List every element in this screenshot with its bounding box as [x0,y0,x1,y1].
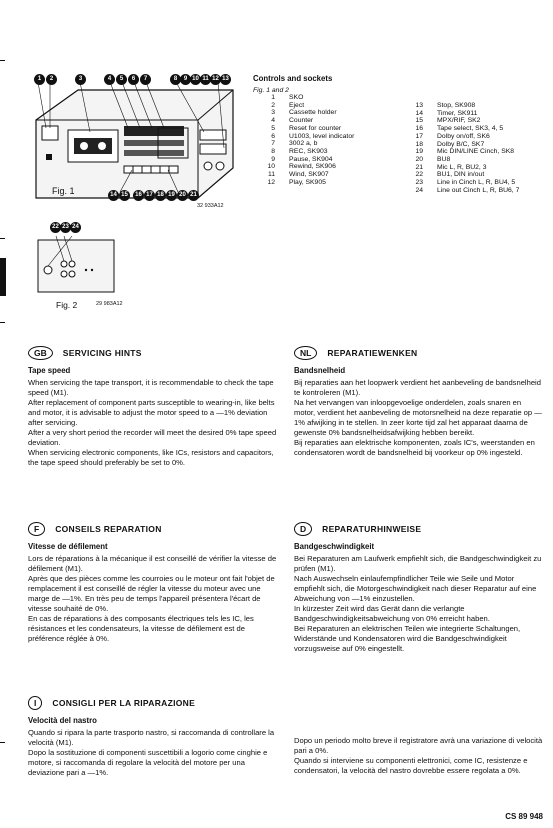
legend-item: 18 Dolby B/C, SK7 [415,140,485,148]
language-badge: D [294,522,312,536]
paragraph: Dopo la sostituzione di componenti suscettibili a logorio come cinghie e motore, si raccomanda di regolare la velocità del motore per una deviazione pari a —1%. [28,748,268,777]
section-subhead: Bandsnelheid [294,366,346,375]
callout-2: 2 [46,74,57,85]
legend-item: 5 Reset for counter [271,124,342,132]
paragraph: Bij reparaties aan het loopwerk verdient het aanbeveling de bandsnelheid te kontroleren (M1). [294,378,541,397]
fig1-label: Fig. 1 [52,186,75,196]
callout-23: 23 [60,222,71,233]
legend-item: 3 Cassette holder [271,109,337,117]
margin-bar [0,258,6,296]
callout-4: 4 [104,74,115,85]
legend-item: 9 Pause, SK904 [271,155,333,163]
legend-item: 17 Dolby on/off, SK6 [415,132,490,140]
margin-mark [0,742,5,743]
callout-3: 3 [75,74,86,85]
legend-item: 2 Eject [271,101,305,109]
legend-item: 15 MPX/RIF, SK2 [415,117,481,125]
fig2-label: Fig. 2 [56,300,78,310]
legend-item: 21 Mic L, R, BU2, 3 [415,163,487,171]
document-code: CS 89 948 [505,812,543,821]
callout-24: 24 [70,222,81,233]
legend-item: 1 SKO [271,94,304,101]
callout-11: 11 [200,74,211,85]
section-header [28,346,278,360]
legend-item: 24 Line out Cinch L, R, BU6, 7 [415,186,520,194]
legend-item: 10 Rewind, SK906 [267,163,336,171]
section-header [28,522,278,536]
section-subhead: Bandgeschwindigkeit [294,542,375,551]
callout-15: 15 [119,190,130,201]
rear-panel-illustration [36,226,116,296]
callout-13: 13 [220,74,231,85]
callout-8: 8 [170,74,181,85]
language-badge: GB [28,346,53,360]
section-title: REPARATURHINWEISE [322,524,422,534]
section-subhead: Vitesse de défilement [28,542,108,551]
paragraph: Bei Reparaturen am Laufwerk empfiehlt sich, die Bandgeschwindigkeit zu prüfen (M1). [294,554,542,573]
legend-item: 19 Mic DIN/LINE Cinch, SK8 [415,148,515,156]
callout-10: 10 [190,74,201,85]
legend-item: 7 3002 a, b [271,140,318,148]
callout-9: 9 [180,74,191,85]
callout-19: 19 [166,190,177,201]
fig2-code: 29 983A12 [96,301,123,307]
section-body [28,554,278,644]
paragraph: Nach Auswechseln einlaufempfindlicher Teile wie Seile und Motor empfiehlt sich, die Motorgeschwindigkeit nach dieser Reparatur auf eine Abweichung von —1% einzustellen. [294,574,537,603]
callout-12: 12 [210,74,221,85]
section-title: CONSEILS REPARATION [55,524,162,534]
callout-22: 22 [50,222,61,233]
paragraph: In kürzester Zeit wird das Gerät dann die verlangte Bandgeschwindigkeitsabweichung von 0% erreicht haben. [294,604,490,623]
legend-col-1 [253,94,401,194]
legend-item: 16 Tape select, SK3, 4, 5 [415,125,504,133]
section-subhead: Tape speed [28,366,71,375]
callout-17: 17 [144,190,155,201]
paragraph: Lors de réparations à la mécanique il est conseillé de vérifier la vitesse de défilement (M1). [28,554,277,573]
paragraph: After replacement of component parts susceptible to wearing-in, like belts and motor, it is advisable to adjust the motor speed to a —1% deviation after servicing. [28,398,275,427]
callout-20: 20 [177,190,188,201]
fig1-code: 32 933A12 [197,203,224,209]
legend-item: 4 Counter [271,117,314,125]
margin-mark [0,238,5,239]
paragraph: After a very short period the recorder will meet the desired 0% tape speed deviation. [28,428,277,447]
legend-item: 8 REC, SK903 [271,147,328,155]
legend-item: 20 BU8 [415,155,451,163]
callout-7: 7 [140,74,151,85]
callout-1: 1 [34,74,45,85]
section-title: REPARATIEWENKEN [327,348,418,358]
section-body [294,378,544,458]
legend-item: 13 Stop, SK908 [415,102,476,109]
language-badge: NL [294,346,317,360]
paragraph: When servicing electronic components, like ICs, resistors and capacitors, the tape speed should preferably be set to 0%. [28,448,274,467]
callout-6: 6 [128,74,139,85]
legend-fig-ref: Fig. 1 and 2 [253,87,289,94]
legend-item: 14 Timer, SK911 [415,109,478,117]
section-gb [28,346,278,468]
legend-item: 12 Play, SK905 [267,178,326,186]
section-subhead: Velocità del nastro [28,716,97,725]
section-body [294,554,544,654]
section-d [294,522,544,654]
section-header [294,346,544,360]
legend-item: 6 U1003, level indicator [271,132,355,140]
margin-mark [0,322,5,323]
section-title: SERVICING HINTS [62,348,142,358]
paragraph: En cas de réparations à des composants électriques tels les IC, les résistances et les condensateurs, la vitesse de défilement est de préférence réglée à 0%. [28,614,254,643]
section-i-continued [294,736,544,776]
figure-2 [36,226,116,296]
language-badge: I [28,696,42,710]
paragraph: Quando si ripara la parte trasporto nastro, si raccomanda di controllare la velocità (M1). [28,728,275,747]
section-body [28,378,278,468]
legend-col-2 [401,102,543,194]
section-i [28,696,278,778]
callout-16: 16 [133,190,144,201]
section-f [28,522,278,644]
paragraph: Na het vervangen van inloopgevoelige onderdelen, zoals snaren en motor, verdient het aanbeveling de motorsnelheid na deze reparatie op —1% afwijking in te stellen. In zeer korte tijd zal het apparaat daarna de gewenste 0% bandsnelheidsafwijking hebben bereikt. [294,398,542,437]
controls-legend [253,74,543,194]
section-nl [294,346,544,458]
margin-mark [0,60,5,61]
legend-item: 22 BU1, DIN in/out [415,171,485,179]
paragraph: Dopo un periodo molto breve il registratore avrà una variazione di velocità pari a 0%. [294,736,543,755]
paragraph: Bei Reparaturen an elektrischen Teilen wie integrierte Schaltungen, Widerstände und Kondensatoren wird die Bandgeschwindigkeit vorzugsweise auf 0% eingestellt. [294,624,521,653]
section-body [28,728,278,778]
paragraph: Quando si interviene su componenti elettronici, come IC, resistenze e condensatori, la velocità del nastro dovrebbe essere regolata a 0%. [294,756,528,775]
section-title: CONSIGLI PER LA RIPARAZIONE [52,698,196,708]
callout-5: 5 [116,74,127,85]
callout-21: 21 [188,190,199,201]
paragraph: When servicing the tape transport, it is recommendable to check the tape speed (M1). [28,378,274,397]
language-badge: F [28,522,45,536]
paragraph: Après que des pièces comme les courroies ou le moteur ont fait l'objet de remplacement il est conseillé de régler la vitesse du moteur avec une marge de —1%. En très peu de temps l'appareil présentera l'écart de vitesse souhaité de 0%. [28,574,275,613]
legend-title: Controls and sockets [253,74,333,83]
callout-18: 18 [155,190,166,201]
paragraph: Bij reparaties aan elektrische komponenten, zoals IC's, weerstanden en condensatoren wordt de bandsnelheid bij voorkeur op 0% ingesteld. [294,438,535,457]
section-header [28,696,278,710]
legend-item: 23 Line in Cinch L, R, BU4, 5 [415,179,516,187]
legend-item: 11 Wind, SK907 [267,171,329,179]
section-header [294,522,544,536]
callout-14: 14 [108,190,119,201]
